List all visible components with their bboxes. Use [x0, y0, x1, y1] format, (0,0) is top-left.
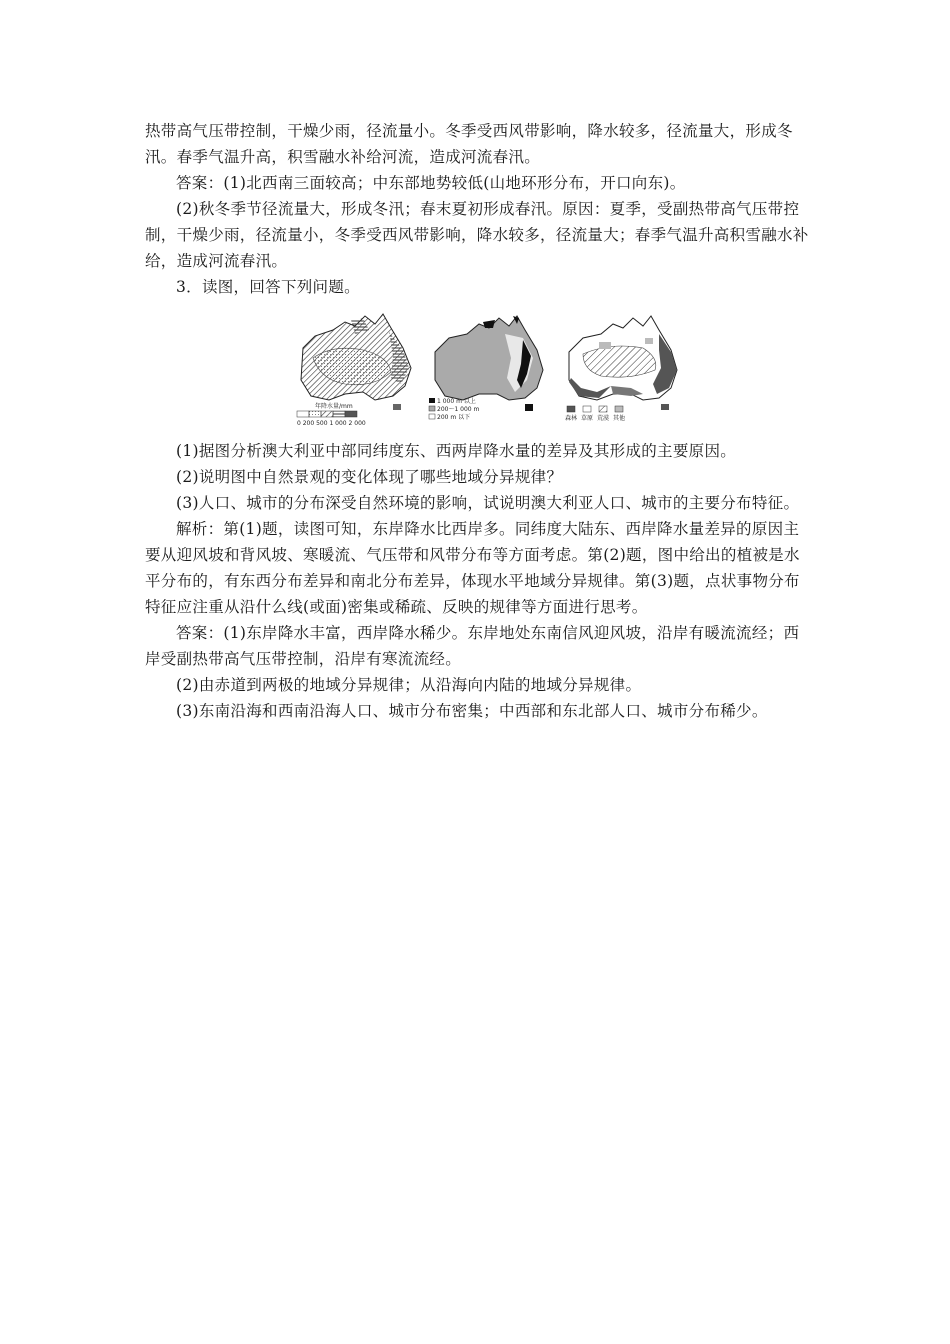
paragraph: 热带高气压带控制，干燥少雨，径流量小。冬季受西风带影响，降水较多，径流量大，形成冬汛。春季气温升高，积雪融水补给河流，造成河流春汛。	[145, 122, 793, 166]
map3-legend-forest: 森林	[565, 415, 578, 422]
paragraph: 答案：(1)北西南三面较高；中东部地势较低(山地环形分布，开口向东)。	[176, 174, 686, 192]
answer-1: 答案：(1)东岸降水丰富，西岸降水稀少。东岸地处东南信风迎风坡，沿岸有暖流流经；西岸受副热带高气压带控制，沿岸有寒流流经。	[145, 624, 800, 668]
question-3-heading: 3．读图，回答下列问题。	[176, 278, 360, 296]
map1-legend-swatches	[297, 411, 357, 417]
australia-maps-figure	[165, 308, 813, 428]
precipitation-map-graphic	[293, 308, 417, 428]
elevation-map	[427, 308, 551, 428]
map2-legend-2: 200～1 000 m	[437, 406, 480, 413]
text-block-top	[145, 118, 813, 300]
map3-legend-grassland: 草原	[581, 415, 594, 422]
map2-legend-1: 1 000 m 以上	[437, 398, 476, 405]
precipitation-map	[293, 308, 417, 428]
map1-legend-ticks: 0 200 500 1 000 2 000	[297, 420, 366, 427]
text-block-bottom	[145, 438, 813, 724]
map3-legend-other: 其他	[613, 415, 626, 422]
analysis-paragraph: 解析：第(1)题，读图可知，东岸降水比西岸多。同纬度大陆东、西岸降水量差异的原因主要从迎风坡和背风坡、寒暖流、气压带和风带分布等方面考虑。第(2)题，图中给出的植被是水平分布的，有东西分布差异和南北分布差异，体现水平地域分异规律。第(3)题，点状事物分布特征应注重从沿什么线(或面)密集或稀疏、反映的规律等方面进行思考。	[145, 520, 800, 616]
question-2: (2)说明图中自然景观的变化体现了哪些地域分异规律？	[176, 468, 563, 486]
paragraph: (2)秋冬季节径流量大，形成冬汛；春末夏初形成春汛。原因：夏季，受副热带高气压带控制，干燥少雨，径流量小，冬季受西风带影响，降水较多，径流量大；春季气温升高积雪融水补给，造成河流春汛。	[145, 200, 809, 270]
answer-2: (2)由赤道到两极的地域分异规律；从沿海向内陆的地域分异规律。	[176, 676, 642, 694]
document-page	[145, 118, 813, 724]
question-3: (3)人口、城市的分布深受自然环境的影响，试说明澳大利亚人口、城市的主要分布特征。	[176, 494, 800, 512]
question-1: (1)据图分析澳大利亚中部同纬度东、西两岸降水量的差异及其形成的主要原因。	[176, 442, 737, 460]
answer-3: (3)东南沿海和西南沿海人口、城市分布密集；中西部和东北部人口、城市分布稀少。	[176, 702, 768, 720]
map2-legend-3: 200 m 以下	[437, 414, 471, 421]
map1-legend-title: 年降水量/mm	[315, 403, 353, 410]
elevation-map-graphic	[427, 308, 551, 428]
map3-legend-desert: 荒漠	[597, 415, 610, 422]
vegetation-map	[561, 308, 685, 428]
vegetation-map-graphic	[561, 308, 685, 428]
